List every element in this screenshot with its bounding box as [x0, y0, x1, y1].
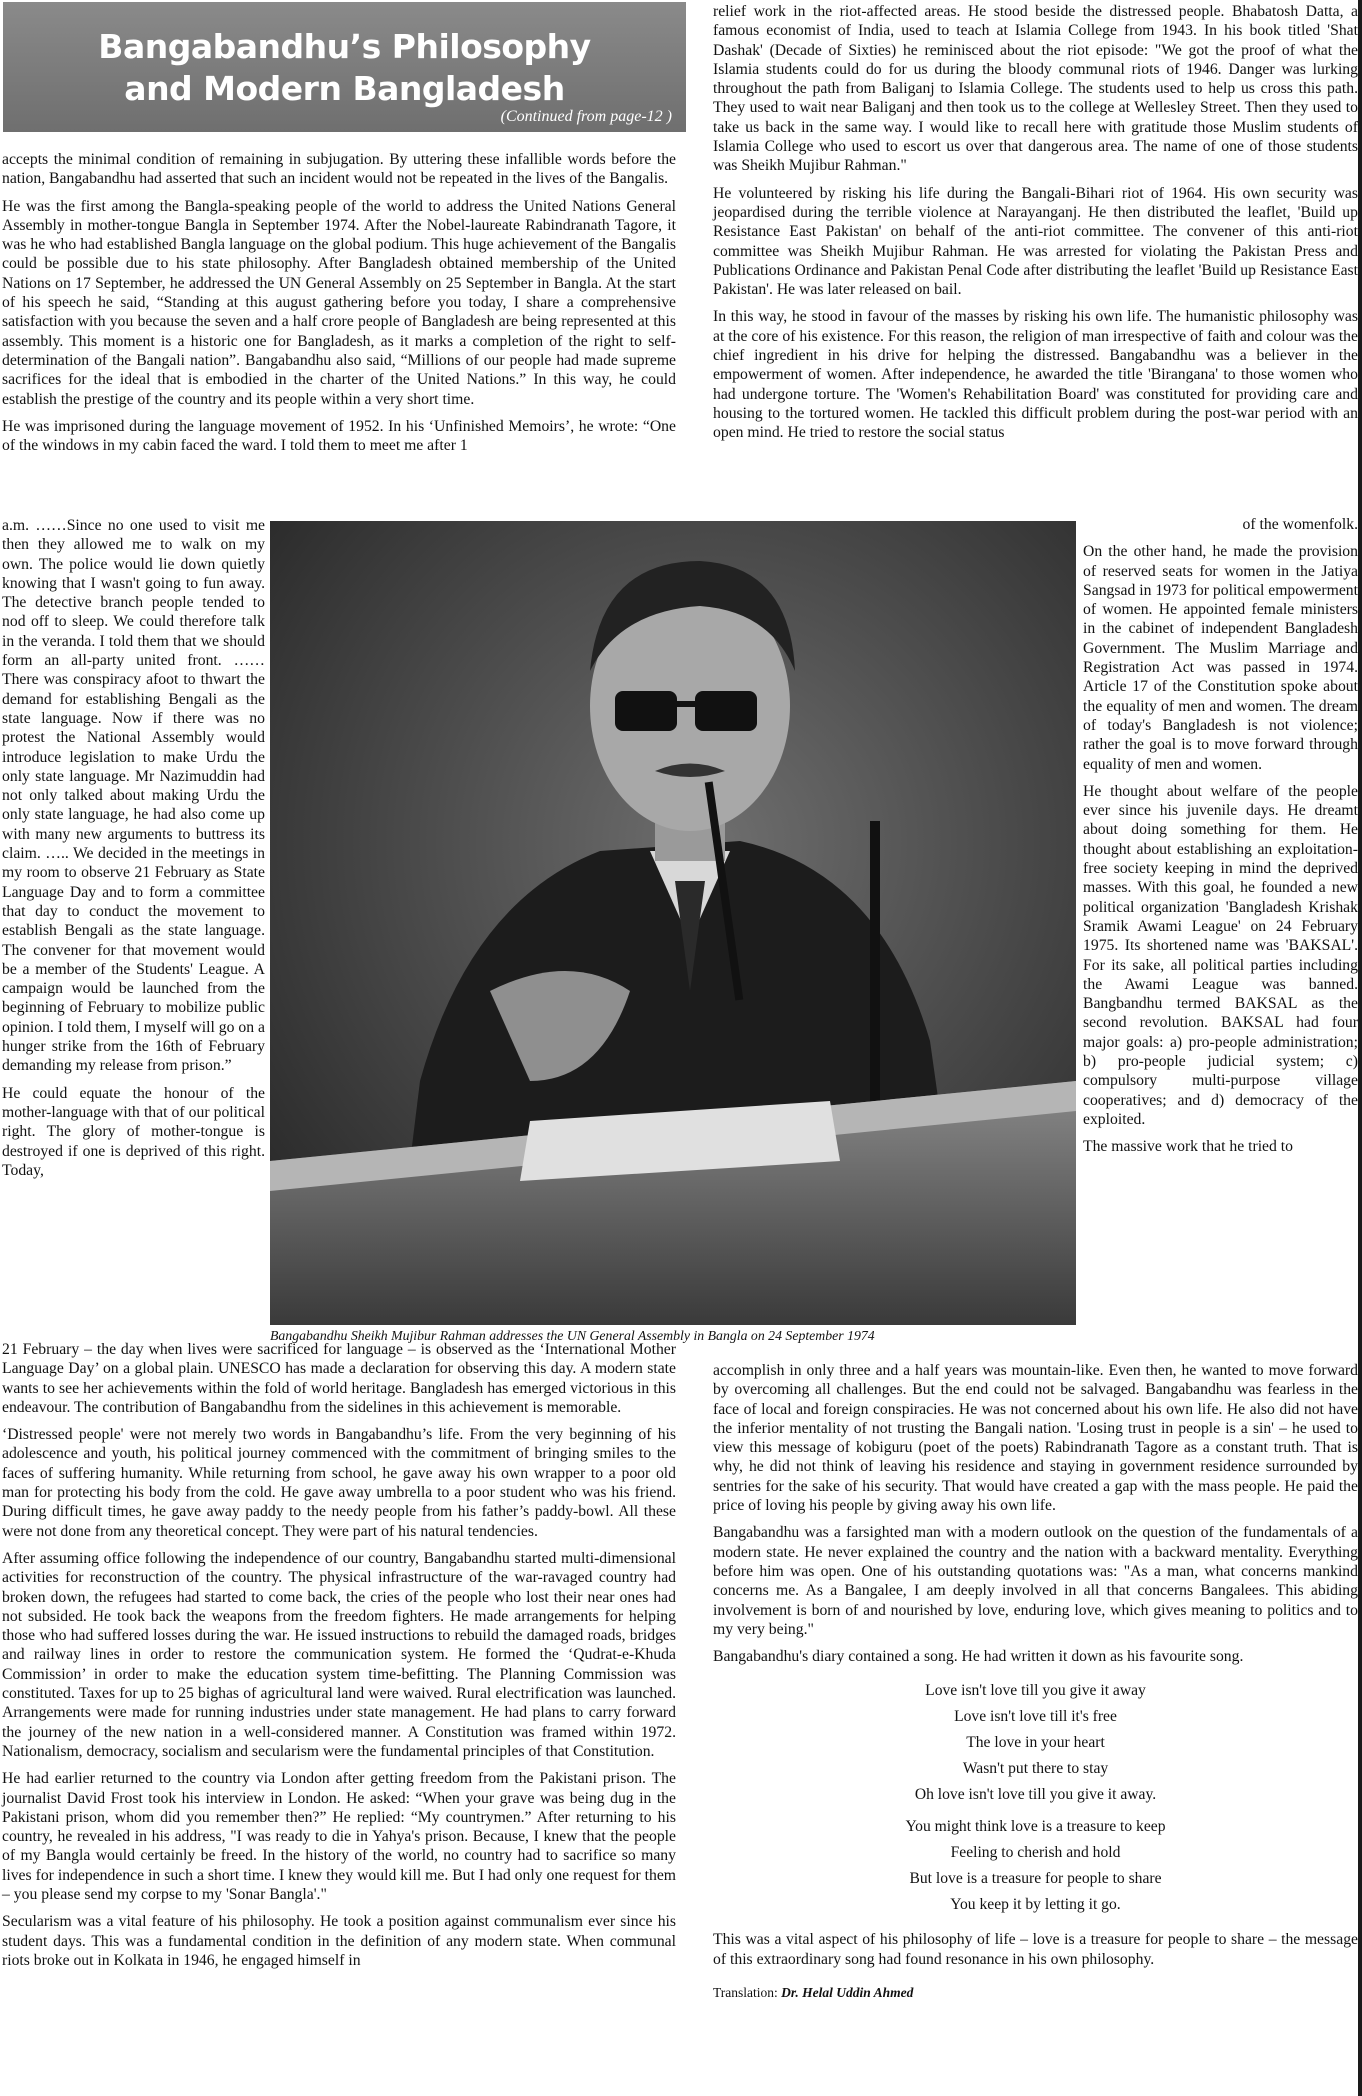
paragraph: Secularism was a vital feature of his philosophy. He took a position against communalism ever since his student days. This was a fundamental condition in the definition of any modern state. When communal riots broke out in Kolkata in 1946, he engaged himself in — [2, 1913, 676, 1969]
page-edge-bar — [1358, 0, 1362, 2096]
song-line: Love isn't love till you give it away — [925, 1682, 1146, 1700]
paragraph: In this way, he stood in favour of the masses by risking his own life. The humanistic philosophy was at the core of his existence. For this reason, the religion of man irrespective of faith and colour was the chief ingredient in his drive for helping the distressed. Bangabandhu was a believer in the empowerment of women. After independence, he awarded the title 'Birangana' to those women who had undergone torture. The 'Women's Rehabilitation Board' was constituted for providing care and housing to the tortured women. He tackled this difficult problem during the post-war period with an open mind. He tried to restore the social status — [713, 308, 1358, 442]
paragraph: Bangabandhu's diary contained a song. He had written it down as his favourite song. — [713, 1648, 1244, 1666]
photo-caption: Bangabandhu Sheikh Mujibur Rahman addresses the UN General Assembly in Bangla on 24 September 1974 — [270, 1328, 875, 1343]
right-column-beside-photo — [1083, 515, 1358, 1165]
paragraph: On the other hand, he made the provision of reserved seats for women in the Jatiya Sangsad in 1973 for political empowerment of women. He appointed female ministers in the cabinet of independent Bangladesh Government. The Muslim Marriage and Registration Act was passed in 1974. Article 17 of the Constitution spoke about the equality of men and women. The dream of today's Bangladesh is not violence; rather the goal is to move forward through equality of men and women. — [1083, 543, 1358, 773]
paragraph: He was the first among the Bangla-speaking people of the world to address the United Nations General Assembly in mother-tongue Bangla in September 1974. After the Nobel-laureate Rabindranath Tagore, it was he who had established Bangla language on the global podium. This huge achievement of the Bangalis could be possible due to his state philosophy. After Bangladesh obtained membership of the United Nations on 17 September, he addressed the UN General Assembly on 25 September in Bangla. At the start of his speech he said, “Standing at this august gathering before you today, I share a comprehensive satisfaction with you because the seven and a half crore people of Bangladesh are being represented at this assembly. This moment is a historic one for Bangladesh, as it marks a completion of the right to self-determination of the Bangali nation”. Bangabandhu also said, “Millions of our people had made supreme sacrifices for the ideal that is embodied in the charter of the United Nations.” In this way, he could establish the prestige of the country and its people within a very short time. — [2, 197, 676, 408]
song-line: You might think love is a treasure to keep — [905, 1818, 1166, 1836]
song-line: Love isn't love till it's free — [954, 1708, 1117, 1726]
song-lyrics — [713, 1678, 1358, 1918]
paragraph: accomplish in only three and a half years was mountain-like. Even then, he wanted to move forward by overcoming all challenges. But the end could not be salvaged. Bangabandhu was fearless in the face of local and foreign conspiracies. He was not concerned about his own life. He also did not have the inferior mentality of not trusting the Bangali nation. 'Losing trust in people is a sin' – he used to view this message of kobiguru (poet of the poets) Rabindranath Tagore as a constant truth. That is why, he did not think of leaving his residence and staying in government residence surrounded by sentries for the sake of his security. That would have created a gap with the mass people. He paid the price of loving his people by giving away his own life. — [713, 1362, 1358, 1515]
paragraph: He could equate the honour of the mother-language with that of our political right. The glory of mother-tongue is destroyed if one is deprived of this right. Today, — [2, 1084, 265, 1179]
song-line: The love in your heart — [966, 1734, 1105, 1752]
left-column-bottom — [2, 1340, 676, 1978]
song-line: Feeling to cherish and hold — [950, 1844, 1121, 1862]
closing-paragraph: This was a vital aspect of his philosophy of life – love is a treasure for people to share – the message of this extraordinary song had found resonance in his own philosophy. — [713, 1931, 1358, 1968]
paragraph: The massive work that he tried to — [1083, 1138, 1293, 1156]
right-column-top — [713, 2, 1358, 451]
paragraph: accepts the minimal condition of remaining in subjugation. By uttering these infallible words before the nation, Bangabandhu had asserted that such an incident would not be repeated in the lives of the Bangalis. — [2, 151, 676, 188]
paragraph: He thought about welfare of the people ever since his juvenile days. He dreamt about doing something for them. He thought about establishing an exploitation-free society keeping in mind the deprived masses. With this goal, he founded a new political organization 'Bangladesh Krishak Sramik Awami League' on 24 February 1975. Its shortened name was 'BAKSAL'. For its sake, all political parties including the Awami League was banned. Bangbandhu termed BAKSAL as the second revolution. BAKSAL had four major goals: a) pro-people administration; b) pro-people judicial system; c) compulsory multi-purpose village cooperatives; and d) democracy of the exploited. — [1083, 782, 1358, 1128]
left-column-top — [2, 150, 676, 463]
paragraph: After assuming office following the independence of our country, Bangabandhu started multi-dimensional activities for reconstruction of the country. The physical infrastructure of the war-ravaged country had broken down, the refugees had started to come back, the cries of the people who lost their near ones had not subsided. He took back the weapons from the freedom fighters. He made arrangements for helping those who had suffered losses during the war. He issued instructions to rebuild the damaged roads, bridges and railway lines in order to restore the communication system. He formed the ‘Qudrat-e-Khuda Commission’ in order to make the education system time-befitting. The Planning Commission was constituted. Taxes for up to 25 bighas of agricultural land were waived. Rural electrification was launched. Arrangements were made for running industries under state management. He had plans to carry forward the journey of the new nation in a well-considered manner. A Constitution was framed within 1972. Nationalism, democracy, socialism and secularism were the fundamental principles of that Constitution. — [2, 1549, 676, 1760]
paragraph: Bangabandhu was a farsighted man with a modern outlook on the question of the fundamentals of a modern state. He never explained the country and the nation with a backward mentality. Everything before him was open. One of his outstanding quotations was: "As a man, what concerns mankind concerns me. As a Bangalee, I am deeply involved in all that concerns Bangalees. This abiding involvement is born of and nourished by love, enduring love, which gives meaning to politics and to my very being." — [713, 1524, 1358, 1638]
paragraph: relief work in the riot-affected areas. He stood beside the distressed people. Bhabatosh Datta, a famous economist of India, used to teach at Islamia College from 1943. In his book titled 'Shat Dashak' (Decade of Sixties) he reminisced about the riot episode: "We got the proof of what the Islamia students could do for us during the bloody communal riots of 1946. Danger was lurking throughout the path from Baliganj to Islamia College. The students used to help us cross this path. They used to wait near Baliganj and then took us to the college at Wellesley Street. Then they used to take us back in the same way. I would like to recall here with gratitude those Muslim students of Islamia College who used to escort us over that dangerous area. The name of one of those students was Sheikh Mujibur Rahman." — [713, 3, 1358, 175]
translator-name: Dr. Helal Uddin Ahmed — [781, 1985, 914, 2001]
song-line: You keep it by letting it go. — [950, 1896, 1121, 1914]
paragraph: He was imprisoned during the language movement of 1952. In his ‘Unfinished Memoirs’, he wrote: “One of the windows in my cabin faced the ward. I told them to meet me after 1 — [2, 417, 676, 455]
left-column-beside-photo — [2, 516, 265, 1188]
translation-credit — [713, 1983, 1358, 2002]
paragraph: 21 February – the day when lives were sacrificed for language – is observed as the ‘International Mother Language Day’ on a global plain. UNESCO has made a declaration for observing this day. A modern state wants to see her achievements within the fold of world heritage. Bangladesh has emerged victorious in this endeavour. The contribution of Bangabandhu from the sidelines in this achievement is memorable. — [2, 1341, 676, 1416]
speech-photo — [270, 521, 1076, 1325]
right-column-bottom — [713, 1361, 1358, 2002]
paragraph: He had earlier returned to the country via London after getting freedom from the Pakistani prison. The journalist David Frost took his interview in London. He asked: “When your grave was being dug in the Pakistani prison, whom did you remember then?” He replied: “My countrymen.” After returning to his country, he revealed in his address, "I was ready to die in Yahya's prison. Because, I knew that the people of my Bangla would certainly be freed. In the history of the world, no country had to sacrifice so many lives for independence in such a short time. I knew they would kill me. But I had only one request for them – you please send my corpse to my 'Sonar Bangla'." — [2, 1770, 676, 1904]
continued-from-note: (Continued from page-12 ) — [500, 108, 672, 125]
article-title-line-1: Bangabandhu’s Philosophy — [98, 27, 591, 66]
paragraph: ‘Distressed people' were not merely two words in Bangabandhu’s life. From the very beginning of his adolescence and youth, his political journey commenced with the commitment of bringing smiles to the faces of suffering humanity. While returning from school, he gave away his own wrapper to a poor old man for protecting his body from the cold. He gave away umbrella to a poor student who was his friend. During difficult times, he gave away paddy to the needy people from his father’s paddy-bowl. All these were not done from any theoretical concept. They were part of his natural tendencies. — [2, 1426, 676, 1540]
article-title-box — [3, 2, 686, 132]
paragraph: a.m. ……Since no one used to visit me then they allowed me to walk on my own. The police would lie down quietly knowing that I wasn't going to fun away. The detective branch people tended to nod off to sleep. We could therefore talk in the veranda. I told them that we should form an all-party united front. …… There was conspiracy afoot to thwart the demand for establishing Bengali as the state language. Now if there was no protest the National Assembly would introduce legislation to make Urdu the only state language. Mr Nazimuddin had not only talked about making Urdu the only state language, he had also come up with many new arguments to buttress its claim. ….. We decided in the meetings in my room to observe 21 February as State Language Day and to form a committee that day to conduct the movement to establish Bengali as the state language. The convener for that movement would be a member of the Students' League. A campaign would be launched from the beginning of February to mobilize public opinion. I told them, I myself will go on a hunger strike from the 16th of February demanding my release from prison.” — [2, 517, 265, 1075]
translation-label: Translation: — [713, 1985, 782, 2001]
song-line: But love is a treasure for people to share — [909, 1870, 1162, 1888]
song-line: Oh love isn't love till you give it away. — [914, 1786, 1157, 1804]
speech-photo-illustration — [270, 521, 1076, 1325]
paragraph: of the womenfolk. — [1242, 516, 1358, 533]
paragraph: He volunteered by risking his life during the Bangali-Bihari riot of 1964. His own security was jeopardised during the terrible violence at Narayanganj. He then distributed the leaflet, 'Build up Resistance East Pakistan' on behalf of the anti-riot committee. The convener of this anti-riot committee was Sheikh Mujibur Rahman. He was arrested for violating the Pakistan Press and Publications Ordinance and Pakistan Penal Code after distributing the leaflet 'Build up Resistance East Pakistan'. He was later released on bail. — [713, 184, 1358, 299]
song-line: Wasn't put there to stay — [962, 1760, 1109, 1778]
article-title-line-2: and Modern Bangladesh — [124, 69, 565, 108]
